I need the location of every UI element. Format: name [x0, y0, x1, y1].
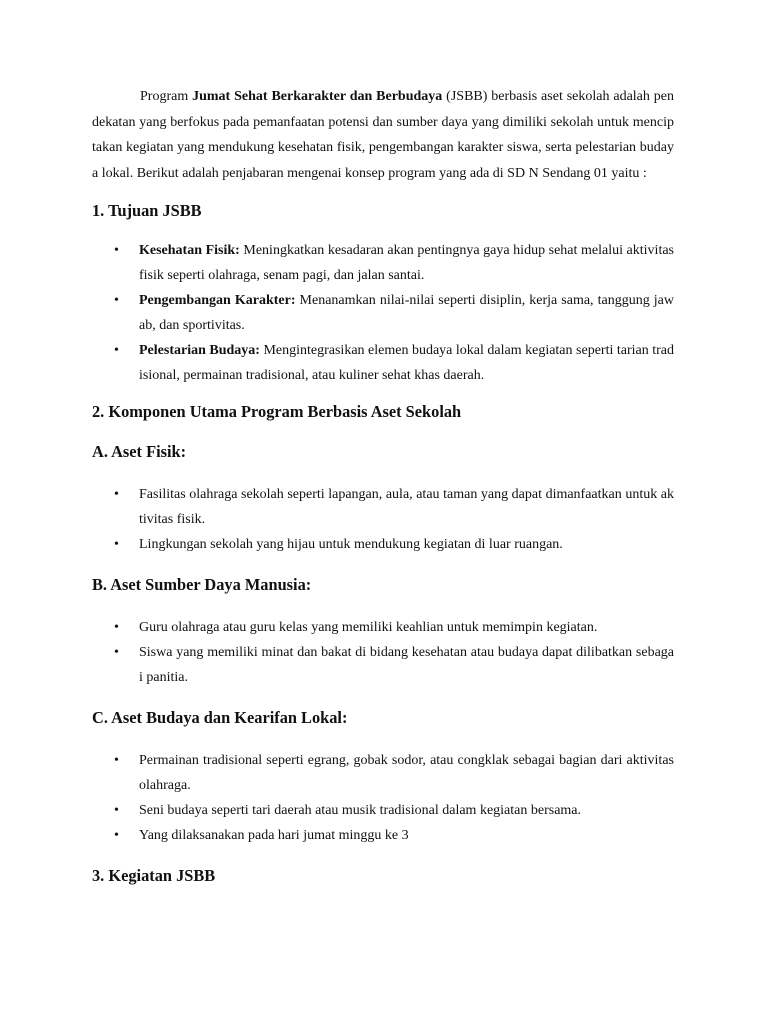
section-2a-list: [92, 482, 674, 557]
list-item: [92, 615, 674, 640]
bullet-icon: •: [114, 293, 119, 308]
section-2-heading: 2. Komponen Utama Program Berbasis Aset Sekolah: [92, 402, 462, 421]
list-item: [92, 640, 674, 690]
bullet-icon: •: [114, 620, 119, 635]
intro-text: (JSBB) berbasis aset sekolah adalah pendekatan yang berfokus pada pemanfaatan potensi dan sumber daya yang dimiliki sekolah untuk menciptakan kegiatan yang mendukung kesehatan fisik, pengembangan karakter siswa, serta pelestarian budaya lokal. Berikut adalah penjabaran mengenai konsep program yang ada di SD N Sendang 01 yaitu :: [92, 89, 674, 181]
bullet-icon: •: [114, 753, 119, 768]
item-text: Seni budaya seperti tari daerah atau musik tradisional dalam kegiatan bersama.: [139, 803, 582, 818]
bullet-icon: •: [114, 537, 119, 552]
section-2c-list: [92, 748, 674, 848]
list-item: [92, 288, 674, 338]
list-item: [92, 532, 674, 557]
document-body: [92, 84, 674, 886]
bullet-icon: •: [114, 828, 119, 843]
section-2c-heading: C. Aset Budaya dan Kearifan Lokal:: [92, 708, 348, 727]
section-2b-heading: B. Aset Sumber Daya Manusia:: [92, 575, 312, 594]
section-2b-list: [92, 615, 674, 690]
section-2a-heading: A. Aset Fisik:: [92, 442, 187, 461]
item-text: Fasilitas olahraga sekolah seperti lapangan, aula, atau taman yang dapat dimanfaatkan untuk aktivitas fisik.: [139, 487, 674, 527]
bullet-icon: •: [114, 803, 119, 818]
list-item: [92, 798, 674, 823]
item-text: Siswa yang memiliki minat dan bakat di bidang kesehatan atau budaya dapat dilibatkan sebagai panitia.: [139, 645, 674, 685]
bullet-icon: •: [114, 343, 119, 358]
list-item: [92, 238, 674, 288]
section-1-heading: 1. Tujuan JSBB: [92, 201, 202, 220]
item-text: Meningkatkan kesadaran akan pentingnya gaya hidup sehat melalui aktivitas fisik seperti olahraga, senam pagi, dan jalan santai.: [139, 243, 674, 283]
item-label: Pelestarian Budaya:: [139, 343, 260, 358]
section-3-heading: 3. Kegiatan JSBB: [92, 866, 216, 885]
item-text: Mengintegrasikan elemen budaya lokal dalam kegiatan seperti tarian tradisional, permainan tradisional, atau kuliner sehat khas daerah.: [139, 343, 674, 383]
list-item: [92, 823, 674, 848]
bullet-icon: •: [114, 243, 119, 258]
item-label: Pengembangan Karakter:: [139, 293, 296, 308]
program-name: Jumat Sehat Berkarakter dan Berbudaya: [192, 89, 443, 104]
item-text: Permainan tradisional seperti egrang, gobak sodor, atau congklak sebagai bagian dari aktivitas olahraga.: [139, 753, 674, 793]
item-text: Lingkungan sekolah yang hijau untuk mendukung kegiatan di luar ruangan.: [139, 537, 563, 552]
list-item: [92, 748, 674, 798]
intro-paragraph: [92, 84, 674, 186]
item-text: Menanamkan nilai-nilai seperti disiplin, kerja sama, tanggung jawab, dan sportivitas.: [139, 293, 674, 333]
list-item: [92, 482, 674, 532]
bullet-icon: •: [114, 645, 119, 660]
item-text: Yang dilaksanakan pada hari jumat minggu ke 3: [139, 828, 409, 843]
section-1-list: [92, 238, 674, 388]
item-text: Guru olahraga atau guru kelas yang memiliki keahlian untuk memimpin kegiatan.: [139, 620, 598, 635]
intro-prefix: Program: [140, 89, 193, 104]
item-label: Kesehatan Fisik:: [139, 243, 240, 258]
bullet-icon: •: [114, 487, 119, 502]
list-item: [92, 338, 674, 388]
